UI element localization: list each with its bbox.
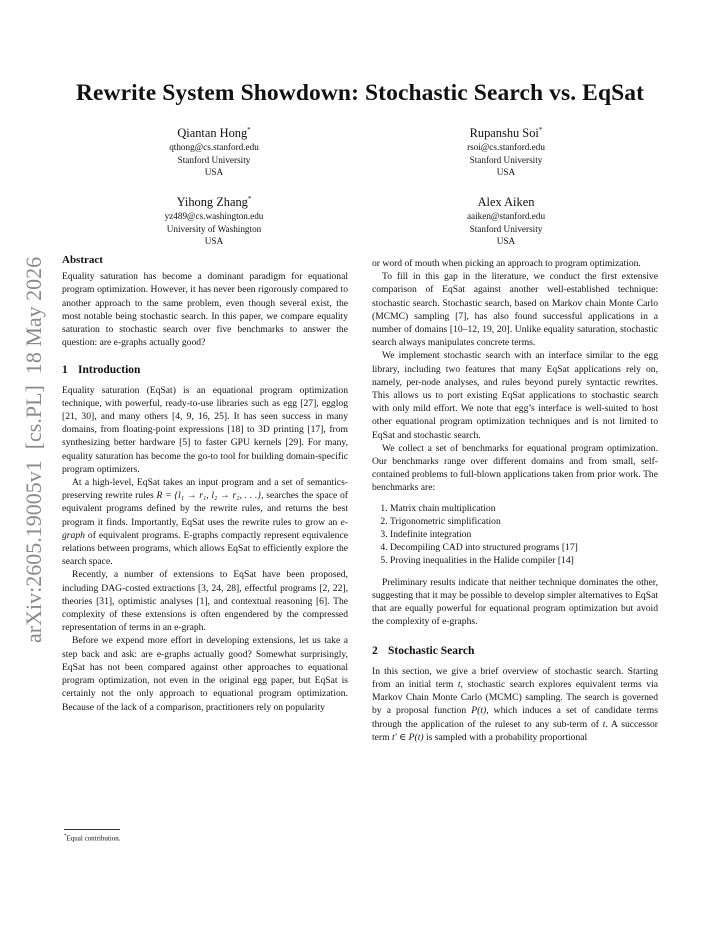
paragraph: or word of mouth when picking an approach to program optimization. — [372, 258, 641, 269]
math-expression: R = {l₁ → r₁, l₂ → r₂, . . .} — [156, 490, 262, 502]
author-country: USA — [204, 167, 224, 178]
author-affiliation: Stanford University — [469, 154, 543, 165]
left-column — [62, 254, 348, 714]
footnote: *Equal contribution. — [64, 834, 121, 843]
paragraph: We implement stochastic search with an interface similar to the egg library, including two features that many EqSat applications rely on, namely, per-node analyses, and rules beyond purely syntactic rewrites. This allows us to port existing EqSat applications to stochastic search with only mild effort. We note that egg’s interface is well-suited to host other equational program optimization techniques and is not limited to EqSat and stochastic search. — [372, 350, 658, 441]
paragraph: Equality saturation (EqSat) is an equational program optimization technique, with powerful, ready-to-use libraries such as egg [27], egglog [21, 30], and many others [4, 9, 16, 25]. It has seen success in many domains, from floating-point expressions [18] to 3D printing [17], from synthesizing better hardware [5] to faster GPU kernels [29]. For many, equality saturation has become the go-to tool for building domain-specific program optimizers. — [62, 384, 348, 475]
author-name: Yihong Zhang* — [176, 195, 252, 210]
section-heading-introduction — [62, 364, 348, 377]
math-expression: t — [457, 678, 461, 690]
list-item: 3. Indefinite integration — [390, 528, 658, 541]
math-expression: t — [602, 718, 606, 730]
author-block-1 — [64, 123, 364, 179]
arxiv-identifier-stamp — [14, 256, 50, 643]
author-country: USA — [496, 167, 516, 178]
paragraph: At a high-level, EqSat takes an input program and a set of semantics-preserving rewrite rules R = {l₁ → r₁, l₂ → r₂, . . .}, searches the space of equivalent programs defined by the rewrite rules, and returns the best program it finds. Importantly, EqSat uses the rewrite rules to grow an e-graph of equivalent programs. E-graphs compactly represent equivalence relations between programs, which allows EqSat to efficiently explore the search space. — [62, 477, 348, 568]
section-title: Introduction — [78, 364, 141, 377]
author-name: Alex Aiken — [477, 195, 535, 210]
paragraph: Preliminary results indicate that neither technique dominates the other, suggesting that it may be possible to develop simpler alternatives to EqSat that are equally powerful for equational program optimization but avoid the complexity of e-graphs. — [372, 576, 658, 628]
author-affiliation: Stanford University — [469, 223, 543, 234]
author-affiliation: University of Washington — [166, 223, 262, 234]
author-email[interactable]: qthong@cs.stanford.edu — [169, 142, 259, 153]
right-column — [372, 257, 658, 744]
paragraph: In this section, we give a brief overview of stochastic search. Starting from an initial term t, stochastic search explores equivalent terms via Markov Chain Monte Carlo (MCMC) sampling. The search is governed by a proposal function P(t), which induces a set of candidate terms through the application of the ruleset to any sub-term of t. A successor term t′ ∈ P(t) is sampled with a probability proportional — [372, 665, 659, 743]
arxiv-stamp-text: arXiv:2605.19005v1 [cs.PL] 18 May 2026 — [21, 256, 46, 643]
author-block-2 — [356, 123, 656, 179]
author-affiliation: Stanford University — [177, 154, 251, 165]
author-country: USA — [496, 236, 516, 247]
author-email[interactable]: yz489@cs.washington.edu — [164, 211, 264, 222]
benchmark-list — [372, 502, 658, 568]
section-number: 2 — [372, 645, 378, 658]
math-expression: P(t) — [471, 705, 487, 717]
list-item: 2. Trigonometric simplification — [390, 515, 658, 528]
author-email[interactable]: rsoi@cs.stanford.edu — [467, 142, 545, 153]
abstract-text: Equality saturation has become a dominant paradigm for equational program optimization. However, it has never been rigorously compared to another approach to the same problem, even though several exist, the most notable being stochastic search. In this paper, we compare equality saturation to stochastic search over five benchmarks to answer the question: are e-graphs actually good? — [62, 271, 348, 349]
list-item: 5. Proving inequalities in the Halide compiler [14] — [390, 554, 658, 567]
paragraph: To fill in this gap in the literature, we conduct the first extensive comparison of EqSat against another well-established technique: stochastic search. Stochastic search, based on Markov chain Monte Carlo (MCMC) sampling [7], has also found successful applications in a number of domains [10–12, 19, 20]. Unlike equality saturation, stochastic search always manipulates concrete terms. — [372, 271, 658, 349]
paragraph: Recently, a number of extensions to EqSat have been proposed, including DAG-costed extractions [3, 24, 28], effectful programs [2, 22], theories [31], optimistic analyses [1], and contextual reasoning [6]. The complexity of these extensions is often engendered by the compressed representation of terms in an e-graph. — [62, 569, 348, 634]
section-heading-stochastic-search — [372, 645, 658, 658]
emphasis: e-graph — [62, 516, 348, 541]
abstract-heading: Abstract — [62, 254, 103, 266]
footnote-rule — [64, 829, 120, 830]
paper-title: Rewrite System Showdown: Stochastic Search vs. EqSat — [75, 80, 645, 106]
author-email[interactable]: aaiken@stanford.edu — [466, 211, 546, 222]
list-item: 1. Matrix chain multiplication — [390, 502, 658, 515]
paragraph: Before we expend more effort in developing extensions, let us take a step back and ask: are e-graphs actually good? Somewhat surprisingly, EqSat has not been compared against other approaches to equational program optimization, not even in the original egg paper, but EqSat is certainly not the only approach to equational program optimization. Because of the lack of a comparison, practitioners rely on popularity — [62, 635, 348, 713]
author-name: Rupanshu Soi* — [469, 126, 543, 141]
author-country: USA — [204, 236, 224, 247]
math-expression: t′ ∈ P(t) — [391, 731, 424, 743]
list-item: 4. Decompiling CAD into structured programs [17] — [390, 541, 658, 554]
section-title: Stochastic Search — [388, 645, 475, 658]
paragraph: We collect a set of benchmarks for equational program optimization. Our benchmarks range over different domains and from small, self-contained problems to full-blown applications taken from prior work. The benchmarks are: — [372, 442, 658, 494]
author-block-4 — [356, 192, 656, 248]
author-block-3 — [64, 192, 364, 248]
section-number: 1 — [62, 364, 68, 377]
author-name: Qiantan Hong* — [177, 126, 251, 141]
